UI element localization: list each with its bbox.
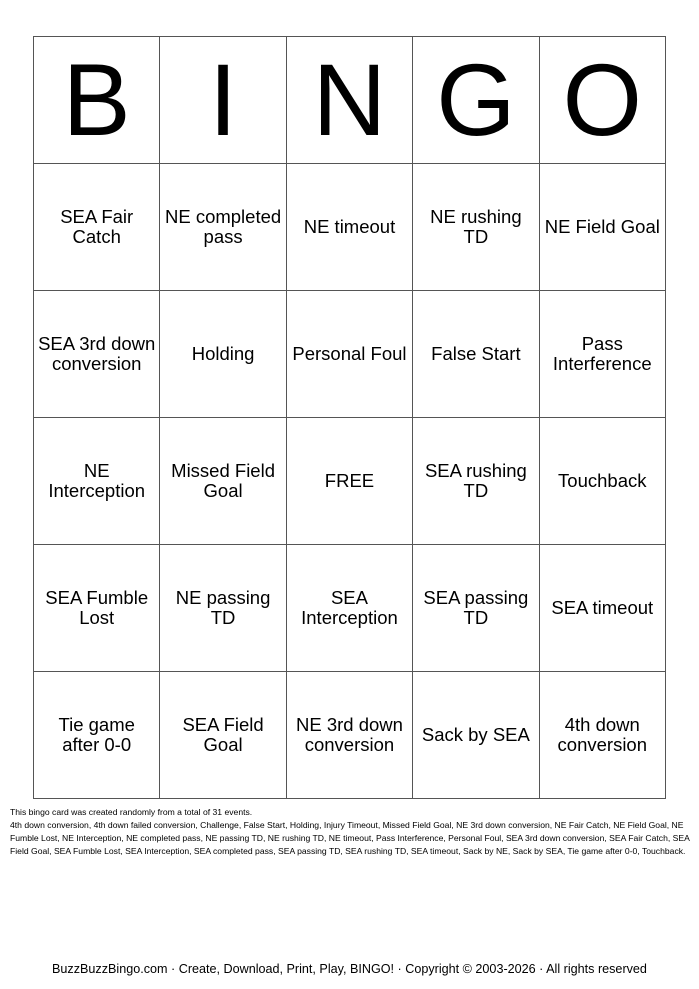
bingo-row [34, 672, 666, 799]
bingo-cell: Personal Foul [286, 291, 412, 418]
bingo-cell: NE rushing TD [413, 164, 539, 291]
header-letter-n: N [286, 37, 412, 164]
bingo-cell: Missed Field Goal [160, 418, 286, 545]
bingo-cell: SEA 3rd down conversion [34, 291, 160, 418]
bingo-cell: NE passing TD [160, 545, 286, 672]
bingo-cell: SEA timeout [539, 545, 665, 672]
card-info [10, 806, 690, 858]
header-letter-i: I [160, 37, 286, 164]
event-list: 4th down conversion, 4th down failed conversion, Challenge, False Start, Holding, Injury Timeout, Missed Field Goal, NE 3rd down conversion, NE Fair Catch, NE Field Goal, NE Fumble Lost, NE Interception, NE completed pass, NE passing TD, NE rushing TD, NE timeout, Pass Interference, Personal Foul, SEA 3rd down conversion, SEA Fair Catch, SEA Field Goal, SEA Fumble Lost, SEA Interception, SEA completed pass, SEA passing TD, SEA rushing TD, SEA timeout, Sack by NE, Sack by SEA, Tie game after 0-0, Touchback. [10, 820, 690, 856]
bingo-row [34, 291, 666, 418]
bingo-cell: Pass Interference [539, 291, 665, 418]
header-letter-g: G [413, 37, 539, 164]
bingo-cell: SEA Fair Catch [34, 164, 160, 291]
bingo-row [34, 418, 666, 545]
free-cell: FREE [286, 418, 412, 545]
bingo-cell: SEA passing TD [413, 545, 539, 672]
bingo-cell: Touchback [539, 418, 665, 545]
bingo-cell: SEA Fumble Lost [34, 545, 160, 672]
bingo-cell: NE 3rd down conversion [286, 672, 412, 799]
bingo-cell: 4th down conversion [539, 672, 665, 799]
bingo-cell: NE completed pass [160, 164, 286, 291]
bingo-cell: False Start [413, 291, 539, 418]
bingo-cell: SEA Interception [286, 545, 412, 672]
page-footer: BuzzBuzzBingo.com · Create, Download, Print, Play, BINGO! · Copyright © 2003-2026 · All rights reserved [52, 962, 647, 976]
header-letter-o: O [539, 37, 665, 164]
bingo-cell: SEA Field Goal [160, 672, 286, 799]
card-info-summary: This bingo card was created randomly from a total of 31 events. [10, 807, 253, 817]
bingo-cell: NE timeout [286, 164, 412, 291]
bingo-card [33, 36, 666, 799]
bingo-cell: SEA rushing TD [413, 418, 539, 545]
bingo-cell: Holding [160, 291, 286, 418]
bingo-cell: Tie game after 0-0 [34, 672, 160, 799]
bingo-row [34, 545, 666, 672]
header-letter-b: B [34, 37, 160, 164]
bingo-header-row [34, 37, 666, 164]
bingo-cell: NE Interception [34, 418, 160, 545]
bingo-row [34, 164, 666, 291]
bingo-cell: NE Field Goal [539, 164, 665, 291]
bingo-cell: Sack by SEA [413, 672, 539, 799]
